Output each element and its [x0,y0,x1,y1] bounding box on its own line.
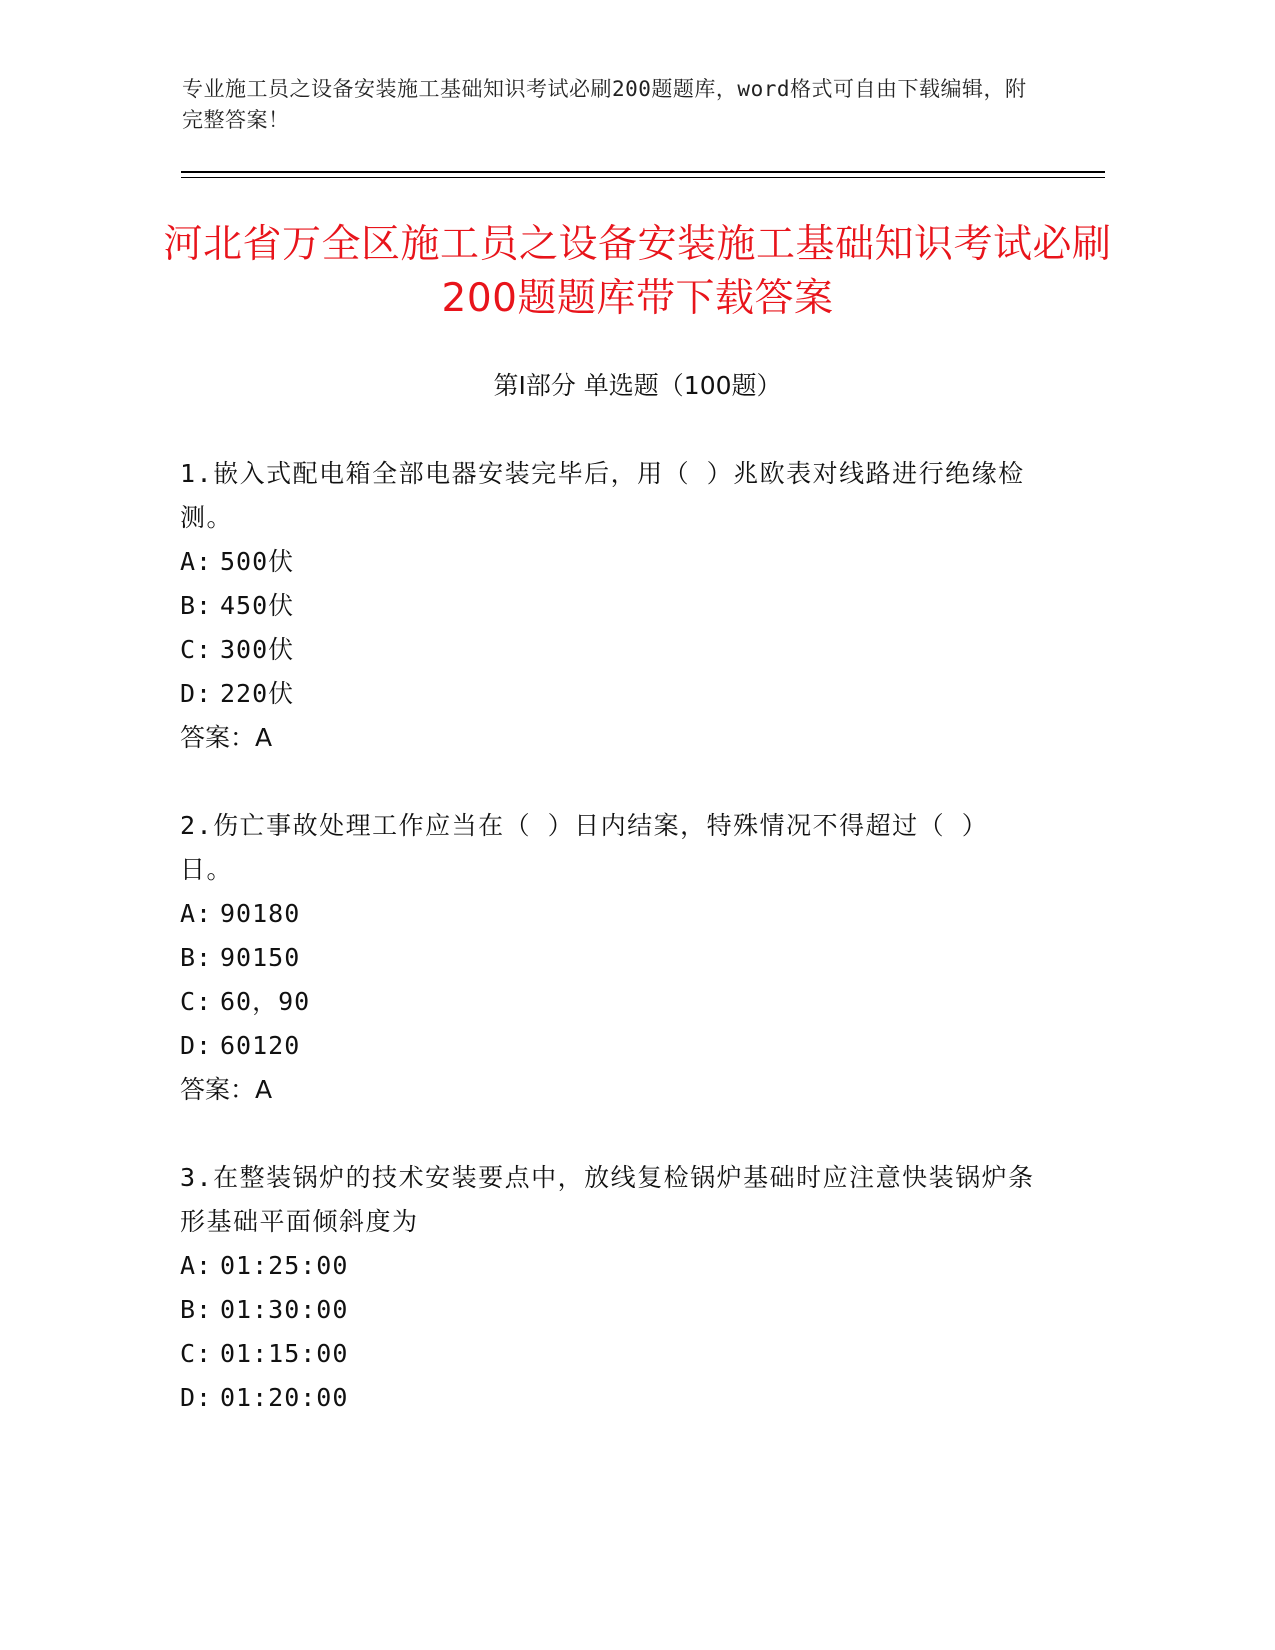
option-b [180,1288,1040,1332]
option-b [180,584,1040,628]
question-list [180,452,1040,1464]
option-label: B: [180,943,213,972]
option-text: 01:20:00 [220,1383,349,1412]
question-stem: 1.嵌入式配电箱全部电器安装完毕后，用（ ）兆欧表对线路进行绝缘检测。 [180,459,1025,532]
option-text: 300伏 [220,635,295,664]
option-text: 60120 [220,1031,301,1060]
option-label: D: [180,679,213,708]
answer-line: 答案：A [180,1075,273,1104]
option-text: 90150 [220,943,301,972]
option-label: C: [180,987,213,1016]
question-3 [180,1156,1040,1420]
option-d [180,1024,1040,1068]
option-a [180,892,1040,936]
question-stem: 2.伤亡事故处理工作应当在（ ）日内结案，特殊情况不得超过（ ）日。 [180,811,989,884]
header-rule-thick [181,171,1105,173]
question-2 [180,804,1040,1112]
option-text: 60，90 [220,987,311,1016]
option-label: B: [180,591,213,620]
option-label: D: [180,1031,213,1060]
option-d [180,1376,1040,1420]
option-c [180,628,1040,672]
answer-line: 答案：A [180,723,273,752]
option-label: A: [180,899,213,928]
document-title: 河北省万全区施工员之设备安装施工基础知识考试必刷200题题库带下载答案 [163,222,1112,321]
option-text: 01:25:00 [220,1251,349,1280]
option-a [180,540,1040,584]
option-label: A: [180,547,213,576]
header-note: 专业施工员之设备安装施工基础知识考试必刷200题题库，word格式可自由下载编辑，附完整答案！ [182,77,1027,132]
option-label: A: [180,1251,213,1280]
option-label: C: [180,1339,213,1368]
option-label: D: [180,1383,213,1412]
option-b [180,936,1040,980]
option-text: 01:30:00 [220,1295,349,1324]
question-1 [180,452,1040,760]
option-text: 500伏 [220,547,295,576]
option-a [180,1244,1040,1288]
option-label: C: [180,635,213,664]
option-text: 90180 [220,899,301,928]
option-c [180,980,1040,1024]
option-d [180,672,1040,716]
section-title: 第I部分 单选题（100题） [493,371,782,400]
option-c [180,1332,1040,1376]
header-rule-thin [181,177,1105,178]
option-text: 01:15:00 [220,1339,349,1368]
option-label: B: [180,1295,213,1324]
option-text: 220伏 [220,679,295,708]
option-text: 450伏 [220,591,295,620]
question-stem: 3.在整装锅炉的技术安装要点中，放线复检锅炉基础时应注意快装锅炉条形基础平面倾斜度为 [180,1163,1035,1236]
